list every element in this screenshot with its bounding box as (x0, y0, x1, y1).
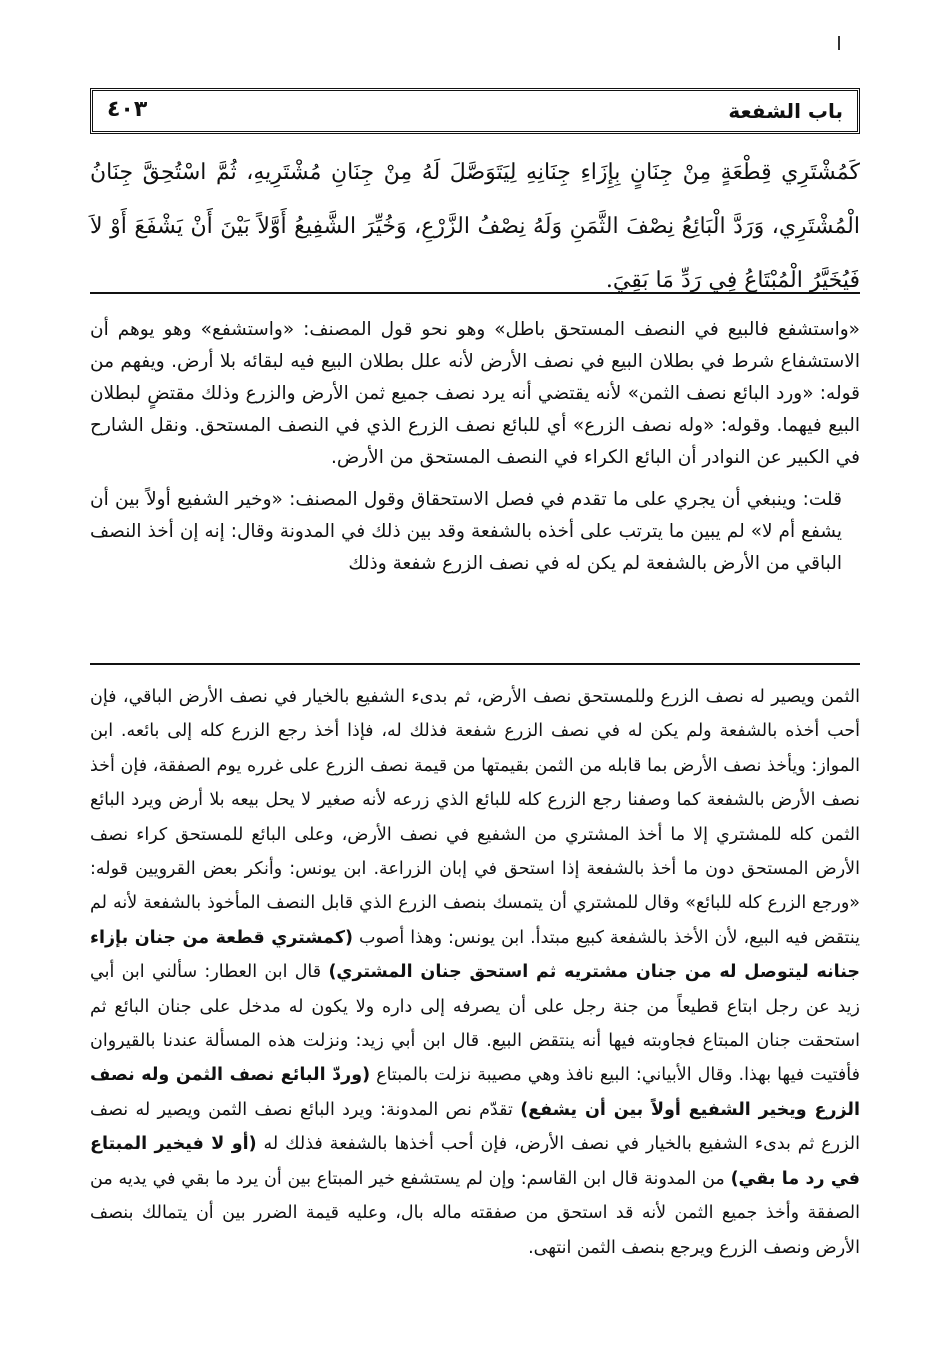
commentary (90, 314, 860, 580)
divider-line (90, 663, 860, 665)
chapter-title: باب الشفعة (728, 99, 843, 123)
main-text: كَمُشْتَرِي قِطْعَةٍ مِنْ جِنَانٍ بِإِزَاءِ جِنَانِهِ لِيَتَوَصَّلَ لَهُ مِنْ جِنَانِ مُشْتَرِيهِ، ثُمَّ اسْتُحِقَّ جِنَانُ الْمُشْتَرِي، وَرَدَّ الْبَائِعُ نِصْفَ الثَّمَنِ وَلَهُ نِصْفُ الزَّرْعِ، وَخُيِّرَ الشَّفِيعُ أَوَّلاً بَيْنَ أَنْ يَشْفَعَ أَوْ لاَ فَيُخَيَّرُ الْمُبْتَاعُ فِي رَدِّ مَا بَقِيَ. (90, 160, 860, 293)
footnote-text: تقدّم نص المدونة: ويرد البائع نصف الثمن ويصير له نصف الزرع ثم بدىء الشفيع بالخيار في نصف الأرض، فإن أحب أخذها بالشفعة فذلك له (90, 1099, 860, 1155)
margin-mark (838, 36, 840, 50)
commentary-paragraph: قلت: وينبغي أن يجري على ما تقدم في فصل الاستحقاق وقول المصنف: «وخير الشفيع أولاً بين أن يشفع أم لا» لم يبين ما يترتب على أخذه بالشفعة وقد بين ذلك في المدونة وقال: إنه إن أخذ النصف الباقي من الأرض بالشفعة لم يكن له في نصف الزرع شفعة وذلك (90, 489, 842, 574)
footnote-text: الثمن ويصير له نصف الزرع وللمستحق نصف الأرض، ثم بدىء الشفيع بالخيار في نصف الأرض الباقي، فإن أحب أخذه بالشفعة ولم يكن له في نصف الزرع شفعة فذلك له، فإذا أخذ رجع الزرع كله إلى بائعه. ابن المواز: ويأخذ نصف الأرض بما قابله من الثمن بقيمتها من قيمة نصف الزرع على غرره يوم الصفقة، فإن أخذ نصف الأرض بالشفعة كما وصفنا رجع الزرع كله للبائع الذي زرعه لأنه صغير لا يحل بيعه بلا أرض ويرد البائع الثمن كله للمشتري إلا ما أخذ المشتري من الشفيع في نصف الأرض، وعلى البائع للمستحق كراء نصف الأرض المستحق دون ما أخذ بالشفعة إذا استحق في إبان الزراعة. ابن يونس: وأنكر بعض القرويين قوله: «ورجع الزرع كله للبائع» وقال للمشتري أن يتمسك بنصف الزرع الذي قابل النصف المأخوذ بالشفعة لأنه لم ينتقض فيه البيع، لأن الأخذ بالشفعة كبيع مبتدأ. ابن يونس: وهذا أصوب (90, 687, 860, 948)
quoted-matn: (كمشتري قطعة من جنان بإزاء جنانه ليتوصل له من جنان مشتريه ثم استحق جنان المشتري) (90, 927, 860, 983)
page-number: ٤٠٣ (107, 97, 148, 122)
quoted-matn: (وردّ البائع نصف الثمن وله نصف الزرع ويخير الشفيع أولاً بين أن يشفع) (90, 1065, 860, 1120)
page-header (90, 88, 860, 134)
footnote-text: من المدونة قال ابن القاسم: وإن لم يستشفع خير المبتاع بين أن يرد ما بقي في يديه من الصفقة وأخذ جميع الثمن لأنه قد استحق من صفقته ماله بال، وعليه قيمة الضرر بين أن يتمالك بنصف الأرض ونصف الزرع ويرجع بنصف الثمن انتهى. (90, 1168, 860, 1258)
divider-line (90, 292, 860, 294)
footnote-commentary (90, 680, 860, 1265)
footnote-text: قال ابن العطار: سألني ابن أبي زيد عن رجل ابتاع قطيعاً من جنة رجل على أن يصرفه إلى داره ولا يكون له مدخل على جنان البائع ثم استحقت جنان المبتاع فجاوبته فيها أنه ينتقض البيع. قال ابن أبي زيد: ونزلت هذه المسألة عندنا بالقيروان فأفتيت فيها بهذا. وقال الأبياني: البيع نافذ وهي مصيبة نزلت بالمبتاع (90, 962, 860, 1086)
commentary-paragraph: «واستشفع فالبيع في النصف المستحق باطل» وهو نحو قول المصنف: «واستشفع» وهو يوهم أن الاستشفاع شرط في بطلان البيع في نصف الأرض لأنه علل بطلان البيع فيه لبقائه بلا أرض. ويفهم من قوله: «ورد البائع نصف الثمن» لأنه يقتضي أنه يرد نصف جميع ثمن الأرض والزرع وذلك مقتضٍ لبطلان البيع فيهما. وقوله: «وله نصف الزرع» أي للبائع نصف الزرع الذي في النصف المستحق. ونقل الشارح في الكبير عن النوادر أن البائع الكراء في النصف المستحق من الأرض. (90, 319, 860, 468)
quoted-matn: (أو لا فيخير المبتاع في رد ما بقي) (90, 1134, 860, 1189)
